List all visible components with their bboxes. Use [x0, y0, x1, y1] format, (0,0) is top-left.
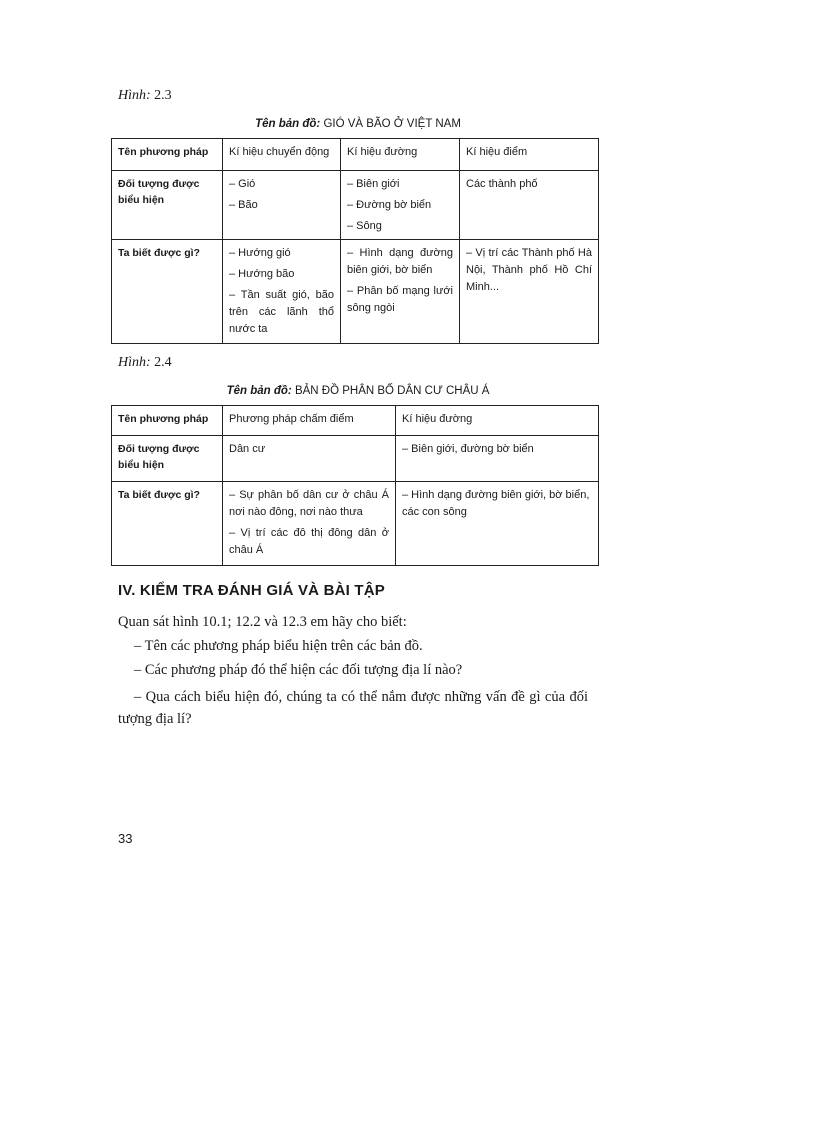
- figure-label-prefix: Hình:: [118, 88, 151, 103]
- cell-line: – Tần suất gió, bão trên các lãnh thổ nước ta: [229, 289, 334, 336]
- table-row: [112, 482, 599, 566]
- table-cell: [341, 171, 460, 240]
- table-row: [112, 171, 599, 240]
- table-row: [112, 240, 599, 344]
- table-fig-2-4: [111, 405, 599, 566]
- figure-label-2-4: [118, 355, 172, 371]
- intro-text: Quan sát hình 10.1; 12.2 và 12.3 em hãy cho biết:: [118, 614, 407, 630]
- question-item: – Qua cách biểu hiện đó, chúng ta có thể nắm được những vấn đề gì của đối tượng địa lí?: [118, 689, 588, 727]
- table-header-row: [112, 406, 599, 436]
- cell-line: – Vị trí các Thành phố Hà Nội, Thành phố Hồ Chí Minh...: [466, 247, 592, 294]
- cell-line: – Hình dạng đường biên giới, bờ biển, các con sông: [402, 489, 590, 519]
- table-cell: [460, 240, 599, 344]
- header-cell: Phương pháp chấm điểm: [223, 406, 396, 436]
- table-fig-2-3: [111, 138, 599, 344]
- header-cell: Tên phương pháp: [112, 139, 223, 171]
- cell-line: – Hướng bão: [229, 268, 295, 281]
- question-item: – Các phương pháp đó thể hiện các đối tượng địa lí nào?: [134, 662, 463, 678]
- cell-line: – Hướng gió: [229, 247, 291, 260]
- header-cell: Tên phương pháp: [112, 406, 223, 436]
- cell-line: – Biên giới: [347, 178, 400, 190]
- cell-line: – Bão: [229, 199, 258, 212]
- cell-line: Dân cư: [229, 443, 266, 455]
- table-cell: [460, 171, 599, 240]
- table-cell: [341, 240, 460, 344]
- table-cell: [223, 482, 396, 566]
- cell-line: – Gió: [229, 178, 256, 190]
- figure-number: 2.4: [154, 355, 172, 370]
- map-title-prefix: Tên bản đồ:: [226, 385, 292, 397]
- figure-number: 2.3: [154, 88, 172, 103]
- header-cell: Kí hiệu điểm: [460, 139, 599, 171]
- header-cell: Kí hiệu đường: [341, 139, 460, 171]
- page-number: 33: [118, 831, 133, 846]
- cell-line: – Sự phân bố dân cư ở châu Á nơi nào đông, nơi nào thưa: [229, 489, 389, 519]
- table-cell: [223, 436, 396, 482]
- row-label: Đối tượng được biểu hiện: [112, 436, 223, 482]
- row-label: Ta biết được gì?: [112, 240, 223, 344]
- row-label: Đối tượng được biểu hiện: [112, 171, 223, 240]
- table-cell: [396, 436, 599, 482]
- table-cell: [396, 482, 599, 566]
- map-title-1: [118, 118, 598, 130]
- table-row: [112, 436, 599, 482]
- header-cell: Kí hiệu chuyển động: [223, 139, 341, 171]
- table-header-row: [112, 139, 599, 171]
- row-label: Ta biết được gì?: [112, 482, 223, 566]
- section-heading: IV. KIỂM TRA ĐÁNH GIÁ VÀ BÀI TẬP: [118, 582, 385, 599]
- figure-label-2-3: [118, 88, 172, 104]
- table-cell: [223, 240, 341, 344]
- map-title-text: GIÓ VÀ BÃO Ở VIỆT NAM: [323, 118, 461, 130]
- map-title-prefix: Tên bản đồ:: [255, 118, 321, 130]
- cell-line: – Sông: [347, 220, 382, 233]
- cell-line: Các thành phố: [466, 178, 538, 190]
- cell-line: – Biên giới, đường bờ biển: [402, 443, 534, 455]
- map-title-2: [118, 385, 598, 397]
- question-item: – Tên các phương pháp biểu hiện trên các bản đồ.: [134, 638, 423, 654]
- figure-label-prefix: Hình:: [118, 355, 151, 370]
- table-cell: [223, 171, 341, 240]
- cell-line: – Đường bờ biển: [347, 199, 432, 212]
- cell-line: – Vị trí các đô thị đông dân ở châu Á: [229, 527, 389, 557]
- header-cell: Kí hiệu đường: [396, 406, 599, 436]
- map-title-text: BẢN ĐỒ PHÂN BỐ DÂN CƯ CHÂU Á: [294, 385, 490, 397]
- cell-line: – Hình dạng đường biên giới, bờ biển: [347, 247, 453, 277]
- cell-line: – Phân bố mạng lưới sông ngòi: [347, 285, 453, 315]
